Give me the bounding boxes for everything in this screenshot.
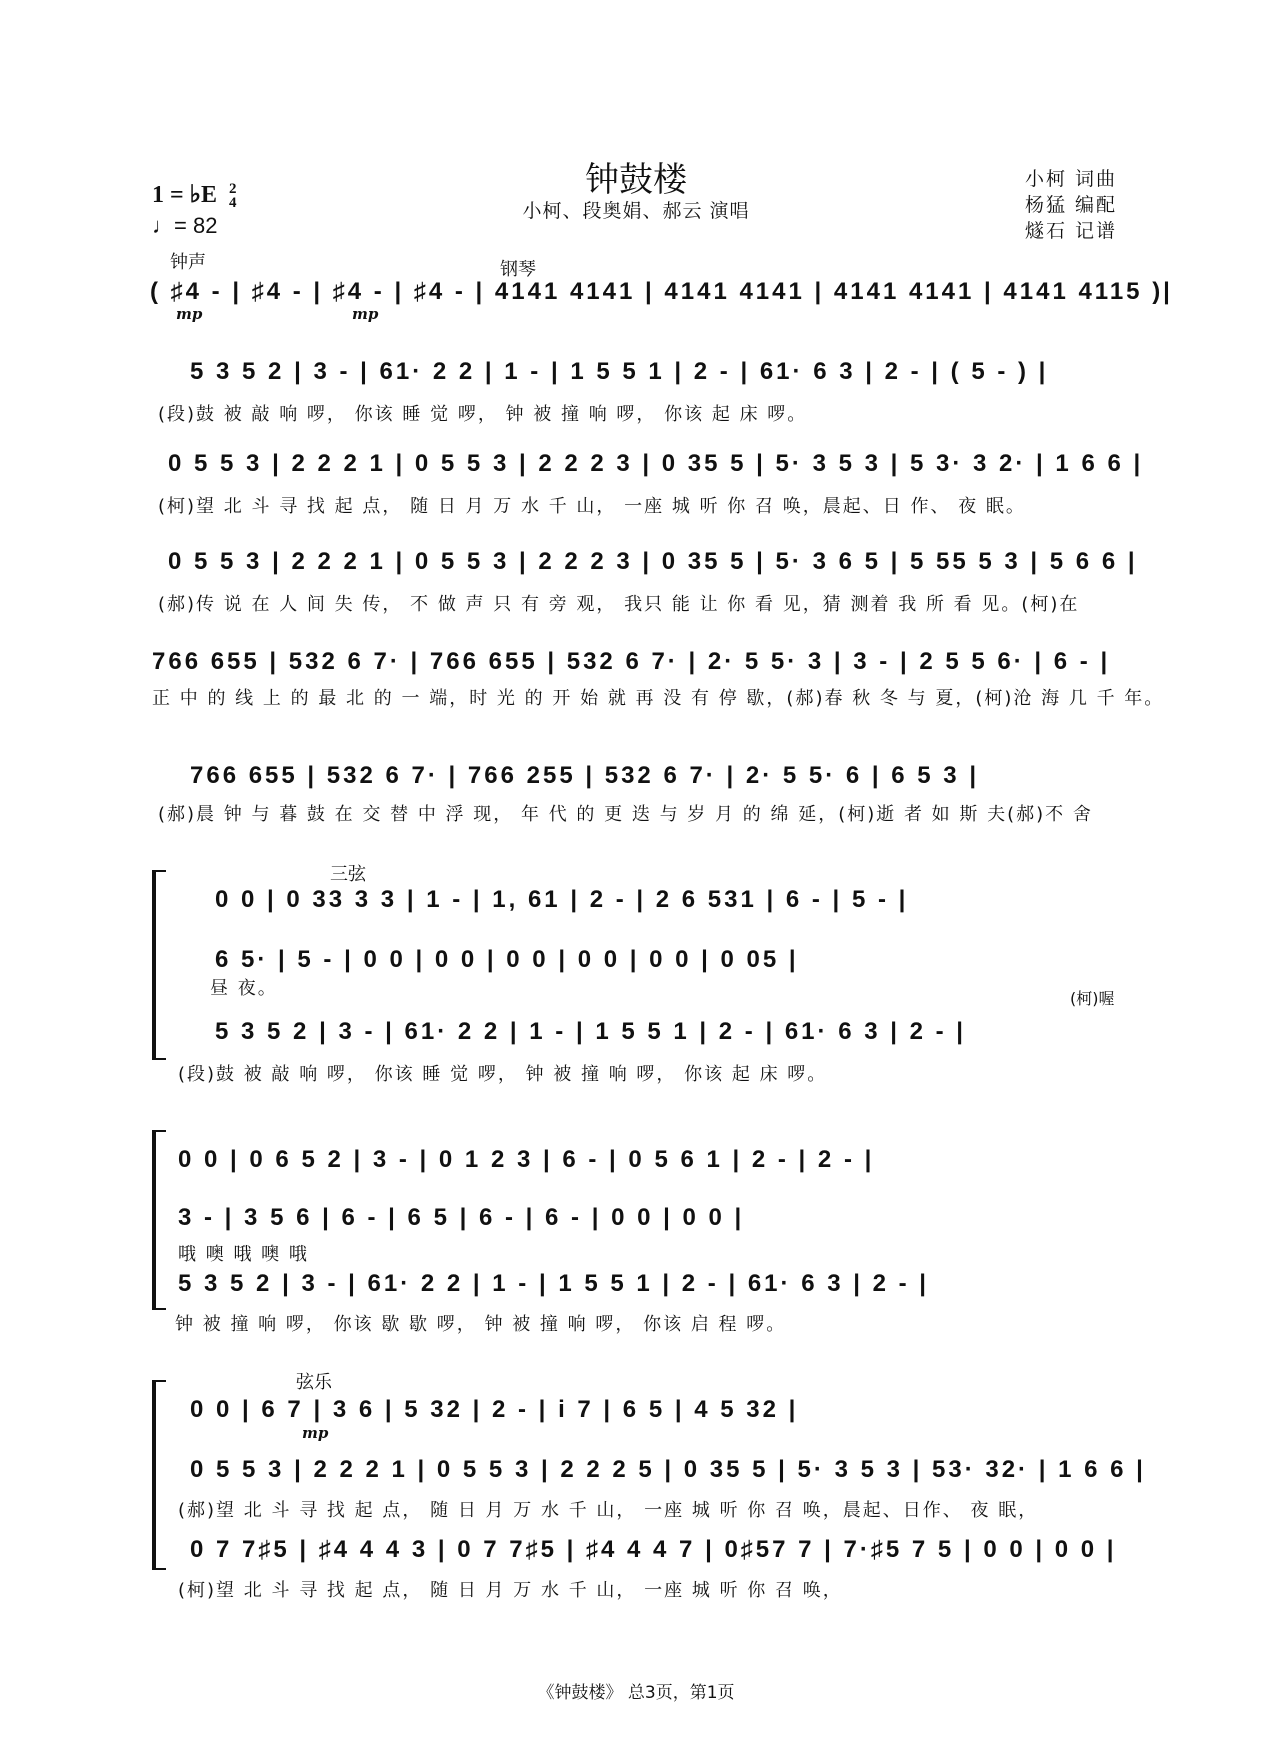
system-7-staff-3-lyrics: (段)鼓 被 敲 响 啰， 你该 睡 觉 啰， 钟 被 撞 响 啰， 你该 起 床 啰。 (178, 1064, 828, 1085)
system-7-staff-1-notes: 0 0 | 0 33 3 3 | 1 - | 1, 61 | 2 - | 2 6 531 | 6 - | 5 - | (215, 886, 909, 913)
intro-notes: ( ♯4 - | ♯4 - | ♯4 - | ♯4 - | 4141 4141 | 4141 4141 | 4141 4141 | 4141 4115 )| (150, 278, 1173, 305)
label-sanxian: 三弦 (330, 864, 366, 885)
page-footer: 《钟鼓楼》 总3页，第1页 (537, 1683, 735, 1703)
system-8-staff-3-notes: 5 3 5 2 | 3 - | 61· 2 2 | 1 - | 1 5 5 1 | 2 - | 61· 6 3 | 2 - | (178, 1270, 929, 1297)
system-5-lyrics: 正 中 的 线 上 的 最 北 的 一 端，时 光 的 开 始 就 再 没 有 停 歇，(郝)春 秋 冬 与 夏，(柯)沧 海 几 千 年。 (152, 688, 1165, 709)
label-strings: 弦乐 (296, 1372, 332, 1393)
label-piano: 钢琴 (500, 259, 536, 280)
system-2-notes: 5 3 5 2 | 3 - | 61· 2 2 | 1 - | 1 5 5 1 | 2 - | 61· 6 3 | 2 - | ( 5 - ) | (190, 358, 1049, 385)
system-6-lyrics: (郝)晨 钟 与 暮 鼓 在 交 替 中 浮 现， 年 代 的 更 迭 与 岁 月 的 绵 延，(柯)逝 者 如 斯 夫(郝)不 舍 (158, 804, 1093, 825)
system-9-staff-2-notes: 0 5 5 3 | 2 2 2 1 | 0 5 5 3 | 2 2 2 5 | 0 35 5 | 5· 3 5 3 | 53· 32· | 1 6 6 | (190, 1456, 1146, 1483)
system-9-staff-1-notes: 0 0 | 6 7 | 3 6 | 5 32 | 2 - | i 7 | 6 5 | 4 5 32 | (190, 1396, 799, 1423)
singers-line: 小柯、段奥娟、郝云 演唱 (522, 200, 750, 222)
system-5-notes: 766 655 | 532 6 7· | 766 655 | 532 6 7· | 2· 5 5· 3 | 3 - | 2 5 5 6· | 6 - | (152, 648, 1111, 675)
system-9-staff-3-notes: 0 7 7♯5 | ♯4 4 4 3 | 0 7 7♯5 | ♯4 4 4 7 | 0♯57 7 | 7·♯5 7 5 | 0 0 | 0 0 | (190, 1536, 1117, 1563)
system-3-lyrics: (柯)望 北 斗 寻 找 起 点， 随 日 月 万 水 千 山， 一座 城 听 你 召 唤，晨起、日 作、 夜 眠。 (158, 496, 1026, 517)
dynamic-mp-2: mp (352, 305, 379, 323)
system-7-staff-2-notes: 6 5· | 5 - | 0 0 | 0 0 | 0 0 | 0 0 | 0 0 | 0 05 | (215, 946, 799, 973)
system-7-staff-2-lyrics: 昼 夜。 (210, 978, 278, 999)
song-title: 钟鼓楼 (585, 160, 687, 200)
system-2-lyrics: (段)鼓 被 敲 响 啰， 你该 睡 觉 啰， 钟 被 撞 响 啰， 你该 起 床 啰。 (158, 404, 808, 425)
system-6-notes: 766 655 | 532 6 7· | 766 255 | 532 6 7· | 2· 5 5· 6 | 6 5 3 | (190, 762, 980, 789)
key-label: 1 = ♭E (152, 182, 218, 208)
system-4-notes: 0 5 5 3 | 2 2 2 1 | 0 5 5 3 | 2 2 2 3 | 0 35 5 | 5· 3 6 5 | 5 55 5 3 | 5 6 6 | (168, 548, 1138, 575)
system-7-staff-3-notes: 5 3 5 2 | 3 - | 61· 2 2 | 1 - | 1 5 5 1 | 2 - | 61· 6 3 | 2 - | (215, 1018, 966, 1045)
credits-block (1025, 166, 1117, 244)
key-signature (152, 180, 237, 210)
credit-arranger: 杨猛 编配 (1025, 194, 1118, 216)
system-4-lyrics: (郝)传 说 在 人 间 失 传， 不 做 声 只 有 旁 观， 我只 能 让 你 看 见，猜 测着 我 所 看 见。(柯)在 (158, 594, 1080, 615)
dynamic-mp-3: mp (302, 1424, 329, 1442)
system-9-staff-2-lyrics: (郝)望 北 斗 寻 找 起 点， 随 日 月 万 水 千 山， 一座 城 听 你 召 唤，晨起、日作、 夜 眠， (178, 1500, 1039, 1521)
label-bell: 钟声 (170, 252, 206, 273)
credit-transcriber: 燧石 记谱 (1025, 220, 1118, 242)
system-3-notes: 0 5 5 3 | 2 2 2 1 | 0 5 5 3 | 2 2 2 3 | 0 35 5 | 5· 3 5 3 | 5 3· 3 2· | 1 6 6 | (168, 450, 1144, 477)
time-sig-top: 2 (229, 181, 237, 198)
system-8-staff-2-lyrics: 哦 噢 哦 噢 哦 (178, 1244, 309, 1265)
time-sig-bottom: 4 (229, 195, 237, 212)
dynamic-mp-1: mp (176, 305, 203, 323)
time-signature (229, 182, 237, 210)
system-8-staff-1-notes: 0 0 | 0 6 5 2 | 3 - | 0 1 2 3 | 6 - | 0 5 6 1 | 2 - | 2 - | (178, 1146, 875, 1173)
system-8-staff-3-lyrics: 钟 被 撞 响 啰， 你该 歇 歇 啰， 钟 被 撞 响 啰， 你该 启 程 啰。 (175, 1314, 787, 1335)
tempo-marking: ♩= 82 (152, 213, 218, 238)
system-9-staff-3-lyrics: (柯)望 北 斗 寻 找 起 点， 随 日 月 万 水 千 山， 一座 城 听 你 召 唤， (178, 1580, 843, 1601)
system-8-staff-2-notes: 3 - | 3 5 6 | 6 - | 6 5 | 6 - | 6 - | 0 0 | 0 0 | (178, 1204, 745, 1231)
credit-lyrics-music: 小柯 词曲 (1025, 168, 1118, 190)
system-7-staff-2-lyrics-tail: (柯)喔 (1070, 989, 1115, 1008)
